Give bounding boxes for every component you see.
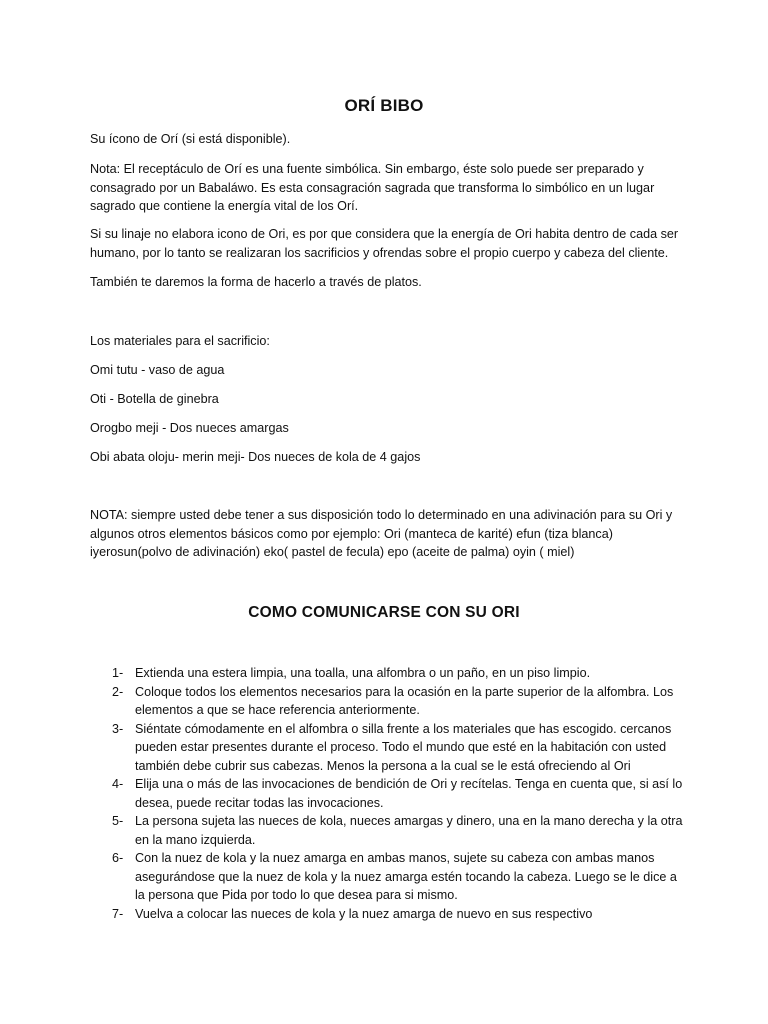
step-number: 5- [112,814,124,828]
material-item: Omi tutu - vaso de agua [90,363,225,377]
paragraph-icon-note: Su ícono de Orí (si está disponible). [90,132,291,146]
step-item [112,812,687,849]
step-item [112,664,687,683]
step-item [112,849,687,905]
step-text: Coloque todos los elementos necesarios para la ocasión en la parte superior de la alfombra. Los elementos a que se hace referencia anteriormente. [135,684,674,717]
step-number: 2- [112,684,124,699]
note-paragraph: NOTA: siempre usted debe tener a sus disposición todo lo determinado en una adivinación para su Ori y algunos otros elementos básicos como por ejemplo: Ori (manteca de karité) efun (tiza blanca) iyerosun(polvo de adivinación) eko( pastel de fecula) epo (aceite de palma) oyin ( miel) [90,508,673,559]
paragraph-plates: También te daremos la forma de hacerlo a través de platos. [90,275,422,289]
step-number: 3- [112,721,124,736]
paragraph-receptacle-note: Nota: El receptáculo de Orí es una fuente simbólica. Sin embargo, éste solo puede ser preparado y consagrado por un Babaláwo. Es esta consagración sagrada que transforma lo simbólico en un lugar sagrado que contiene la energía vital de los Orí. [90,162,655,213]
paragraph-lineage: Si su linaje no elabora icono de Ori, es por que considera que la energía de Ori habita dentro de cada ser humano, por lo tanto se realizaran los sacrificios y ofrendas sobre el propio cuerpo y cabeza del cliente. [90,227,679,260]
step-number: 6- [112,851,124,865]
steps-list [112,664,687,923]
step-number: 4- [112,777,124,791]
step-text: Extienda una estera limpia, una toalla, una alfombra o un paño, en un piso limpio. [135,666,591,680]
step-item [112,683,687,720]
step-text: Vuelva a colocar las nueces de kola y la nuez amarga de nuevo en sus respectivo [135,906,593,921]
materials-heading: Los materiales para el sacrificio: [90,334,270,348]
step-number: 7- [112,906,124,921]
step-text: Con la nuez de kola y la nuez amarga en ambas manos, sujete su cabeza con ambas manos asegurándose que la nuez de kola y la nuez amarga estén tocando la cabeza. Luego se le dice a la persona que Pida por todo lo que desea para si mismo. [135,851,677,902]
step-text: Siéntate cómodamente en el alfombra o silla frente a los materiales que has escogido. cercanos pueden estar presentes durante el proceso. Todo el mundo que esté en la habitación con usted también debe cubrir sus cabezas. Menos la persona a la cual se le está ofreciendo al Ori [135,721,672,773]
material-item: Obi abata oloju- merin meji- Dos nueces de kola de 4 gajos [90,450,421,464]
step-item [112,720,687,776]
step-text: Elija una o más de las invocaciones de bendición de Ori y recítelas. Tenga en cuenta que, si así lo desea, puede recitar todas las invocaciones. [135,777,683,810]
step-text: La persona sujeta las nueces de kola, nueces amargas y dinero, una en la mano derecha y la otra en la mano izquierda. [135,814,683,847]
step-item [112,775,687,812]
material-item: Orogbo meji - Dos nueces amargas [90,421,289,435]
step-item [112,905,687,924]
page-title: ORÍ BIBO [344,96,424,115]
section-title: COMO COMUNICARSE CON SU ORI [248,604,520,621]
material-item: Oti - Botella de ginebra [90,392,219,406]
step-number: 1- [112,666,124,680]
